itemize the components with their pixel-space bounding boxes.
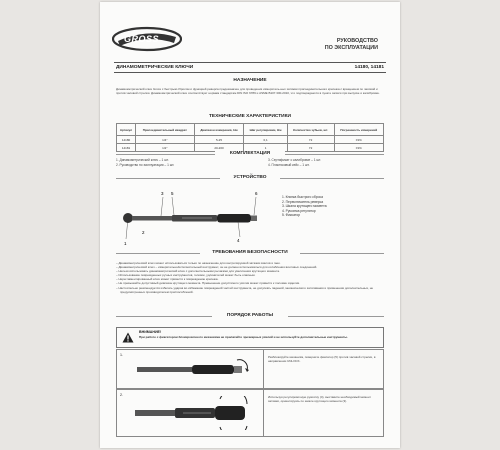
step-text: Разблокируйте механизм, поверните фиксатор (5) против часовой стрелки, в направлении UNLOCK. — [268, 355, 376, 364]
table-cell: 5-25 — [194, 136, 244, 144]
callout-label: 1 — [124, 241, 127, 246]
purpose-heading: НАЗНАЧЕНИЕ — [233, 78, 267, 83]
step-divider — [263, 350, 264, 388]
list-item: 2. Переключатель реверса — [282, 199, 324, 204]
kit-heading: КОМПЛЕКТАЦИЯ — [215, 151, 285, 156]
warning-text: При работе с фиксатором блокировочного механизма не прилагайте чрезмерных усилий и не используйте дополнительные инструменты. — [139, 335, 348, 339]
warning-icon — [122, 332, 134, 343]
list-item: – Не превышайте допустимый диапазон крутящего момента. Превышение допустимого усилия может привести к поломке изделия. — [116, 281, 300, 286]
table-cell: 0,1 — [244, 136, 287, 144]
kit-list-right — [268, 158, 321, 168]
document-title — [325, 38, 378, 52]
specs-col-header: Погрешность измерений — [334, 124, 383, 136]
table-row — [117, 136, 384, 144]
safety-list — [116, 261, 384, 294]
list-item: – Нерегламентированный ключ может привести к повреждению крепежа. — [116, 277, 219, 282]
list-item: 4. Пластиковый кейс – 1 шт. — [268, 163, 310, 167]
table-cell: 14180 — [117, 136, 136, 144]
step-1 — [116, 349, 384, 389]
list-item: 2. Руководство по эксплуатации – 1 шт. — [116, 163, 175, 167]
table-cell: 20-200 — [194, 144, 244, 152]
callout-label: 6 — [255, 191, 258, 196]
table-cell: 1/2" — [136, 144, 195, 152]
kit-list-left — [116, 158, 174, 168]
purpose-text: Динамометрический ключ Gross с быстрым сбросом и функцией реверса предназначен для проведения измеритель-ных затяжки присоединительного крепежа с вращением по часовой и против часовой стрелки. Динамометрический ключ соответствует нормам стандартам DIN ISO 6789 и ASME B107.300-2010, что подтверждается в пункте записи при выпуске и калибровке. — [116, 87, 380, 95]
document-title-line1: РУКОВОДСТВО — [336, 38, 378, 44]
step-1-illustration-icon — [137, 358, 257, 382]
specs-heading: ТЕХНИЧЕСКИЕ ХАРАКТЕРИСТИКИ — [208, 114, 291, 119]
list-item: 1. Динамометрический ключ – 1 шт. — [116, 158, 169, 162]
specs-col-header: Диапазон измерения, Нм — [194, 124, 244, 136]
list-item: 3. Шкала крутящего момента — [282, 204, 327, 209]
step-2-illustration-icon — [135, 396, 261, 430]
step-2 — [116, 389, 384, 437]
brand-name: GROSS — [124, 34, 160, 44]
list-item: – Нельзя использовать динамометрический ключ с дополнительными рычагами для увеличения крутящего момента. — [116, 269, 280, 274]
table-cell: ±3% — [334, 144, 383, 152]
callout-label: 3 — [161, 191, 164, 196]
list-item: 3. Сертификат о калибровке – 1 шт. — [268, 158, 322, 162]
list-item: – Настоятельно рекомендуется избегать ударов во избежание повреждений частей инструмента, не допускать падений, механического затягивания и применения дополнительных, не предусмотренных производителем приспособлений. — [116, 285, 374, 294]
table-cell: 14181 — [117, 144, 136, 152]
procedure-heading: ПОРЯДОК РАБОТЫ — [212, 313, 288, 318]
callout-label: 5 — [171, 191, 174, 196]
device-heading: УСТРОЙСТВО — [220, 175, 280, 180]
specs-col-header: Артикул — [117, 124, 136, 136]
table-cell: ±3% — [334, 136, 383, 144]
callout-label: 4 — [237, 238, 240, 243]
list-item: – Динамометрический ключ может использоваться только по назначению для контролируемой затяжки винтов и гаек. — [116, 261, 281, 265]
safety-heading: ТРЕБОВАНИЯ БЕЗОПАСНОСТИ — [200, 250, 300, 255]
product-title-bar — [114, 62, 386, 73]
list-item: – Использование поврежденных ручных инструментов, головок, удлинителей может быть опасным. — [116, 273, 256, 278]
document-title-line2: ПО ЭКСПЛУАТАЦИИ — [324, 45, 378, 51]
specs-col-header: Количество зубьев, шт. — [287, 124, 334, 136]
product-title: ДИНАМОМЕТРИЧЕСКИЕ КЛЮЧИ — [116, 64, 194, 70]
list-item: 4. Рукоятка регулятор — [282, 208, 316, 213]
manual-page — [100, 2, 400, 448]
table-cell: 1/4" — [136, 136, 195, 144]
step-divider — [263, 390, 264, 436]
step-number: 1. — [120, 353, 123, 357]
specs-col-header: Присоединительный квадрат — [136, 124, 195, 136]
callout-label: 2 — [142, 230, 145, 235]
table-cell: 72 — [287, 144, 334, 152]
specs-col-header: Шаг регулировки, Нм — [244, 124, 287, 136]
list-item: – Динамометрический ключ – измерительно/исполнительный инструмент, он не должен использоваться для ослабления винтовых соединений. — [116, 265, 318, 270]
specs-table — [116, 123, 384, 152]
list-item: 5. Фиксатор — [282, 213, 301, 218]
table-cell: 72 — [287, 136, 334, 144]
warning-title: ВНИМАНИЕ! — [139, 330, 162, 334]
torque-wrench-diagram — [116, 184, 266, 254]
table-cell: 1 — [244, 144, 287, 152]
warning-box — [116, 327, 384, 348]
step-text: Используя регулировочную рукоятку (4), выставите необходимый момент затяжки, ориентируясь по шкале крутящего момента (3). — [268, 395, 371, 404]
product-codes: 14180, 14181 — [354, 64, 384, 70]
specs-header-row — [117, 124, 384, 136]
list-item: 1. Кнопка быстрого сброса — [282, 195, 323, 199]
parts-list — [282, 195, 327, 218]
torque-wrench-icon — [123, 213, 257, 223]
step-number: 2. — [120, 393, 123, 397]
